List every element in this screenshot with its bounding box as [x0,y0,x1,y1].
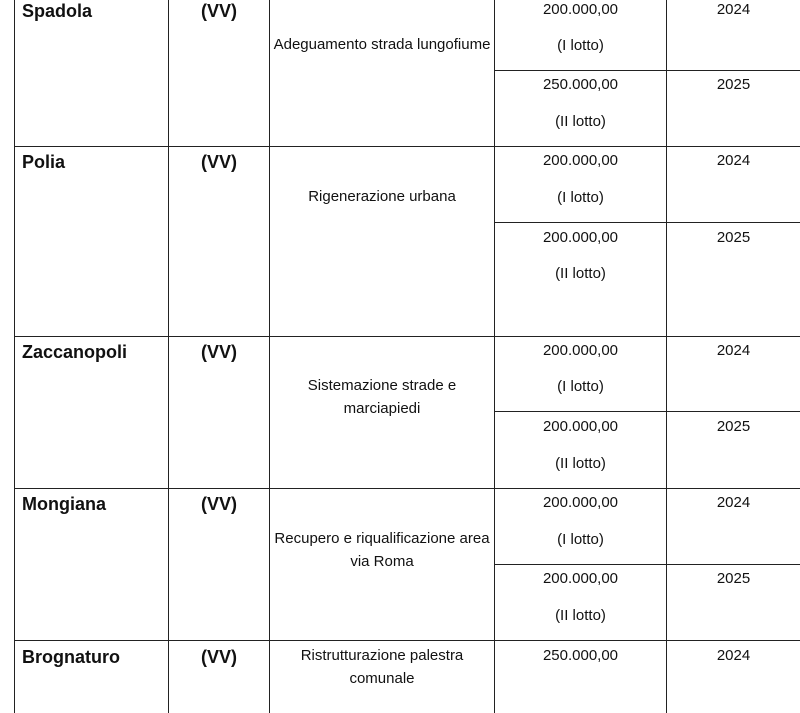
lotto: (I lotto) [557,189,604,206]
lotto: (I lotto) [557,531,604,548]
provincia: (VV) [201,647,237,667]
row-divider [14,336,800,337]
comune-name: Mongiana [22,494,106,514]
lot-divider [494,222,800,223]
comune-name: Spadola [22,1,93,21]
anno: 2025 [716,418,751,435]
row-divider [14,488,800,489]
anno: 2024 [716,152,751,169]
lotto: (II lotto) [555,455,606,472]
importo: 200.000,00 [542,152,619,169]
anno: 2025 [716,76,751,93]
importo: 200.000,00 [542,1,619,18]
comune-name: Brognaturo [22,647,120,667]
lotto: (I lotto) [557,378,604,395]
provincia: (VV) [201,494,237,514]
importo: 250.000,00 [542,647,619,664]
lotto: (I lotto) [557,37,604,54]
comune-name: Polia [22,152,66,172]
intervento: Ristrutturazione palestra comunale [300,647,464,687]
row-divider [14,640,800,641]
comune-name: Zaccanopoli [22,342,128,362]
anno: 2024 [716,1,751,18]
anno: 2024 [716,342,751,359]
intervento: Sistemazione strade e marciapiedi [307,377,457,417]
intervento: Adeguamento strada lungofiume [273,36,491,53]
importo: 200.000,00 [542,494,619,511]
provincia: (VV) [201,342,237,362]
anno: 2025 [716,229,751,246]
importo: 200.000,00 [542,418,619,435]
lot-divider [494,411,800,412]
provincia: (VV) [201,152,237,172]
lotto: (II lotto) [555,265,606,282]
anno: 2024 [716,494,751,511]
column-divider [269,0,270,713]
lotto: (II lotto) [555,113,606,130]
lot-divider [494,70,800,71]
anno: 2024 [716,647,751,664]
importo: 250.000,00 [542,76,619,93]
lotto: (II lotto) [555,607,606,624]
importo: 200.000,00 [542,229,619,246]
lot-divider [494,564,800,565]
column-divider [168,0,169,713]
importo: 200.000,00 [542,570,619,587]
importo: 200.000,00 [542,342,619,359]
table-border-left [14,0,15,713]
intervento: Rigenerazione urbana [308,188,456,205]
provincia: (VV) [201,1,237,21]
intervento: Recupero e riqualificazione area via Roma [274,530,490,570]
row-divider [14,146,800,147]
anno: 2025 [716,570,751,587]
